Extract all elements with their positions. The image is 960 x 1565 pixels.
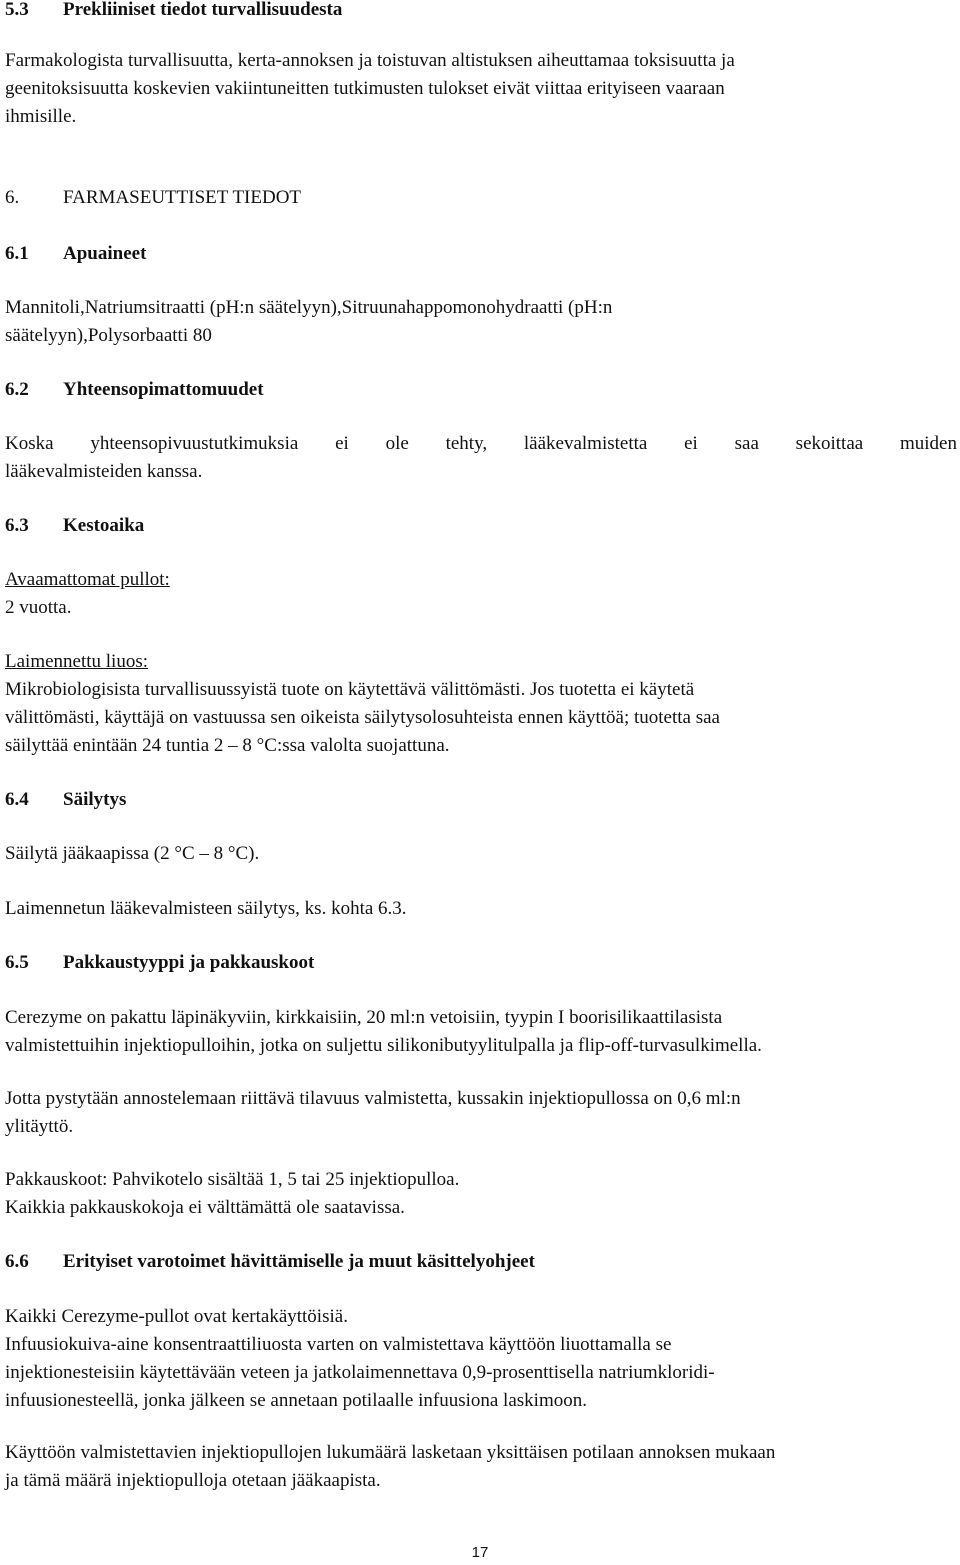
text-line: Kaikki Cerezyme-pullot ovat kertakäyttöisiä. [5, 1306, 348, 1327]
text-line: Jotta pystytään annostelemaan riittävä tilavuus valmistetta, kussakin injektiopullossa on 0,6 ml:n [5, 1088, 741, 1109]
text-line: Farmakologista turvallisuutta, kerta-annoksen ja toistuvan altistuksen aiheuttamaa toksisuutta ja [5, 50, 735, 71]
text-line: Pakkauskoot: Pahvikotelo sisältää 1, 5 tai 25 injektiopulloa. [5, 1169, 460, 1190]
section-title: Yhteensopimattomuudet [63, 379, 264, 400]
section-title: Apuaineet [63, 243, 147, 264]
section-6-6-paragraph-1 [5, 1303, 957, 1415]
text-line: Cerezyme on pakattu läpinäkyviin, kirkkaisiin, 20 ml:n vetoisiin, tyypin I boorisilikaattilasista [5, 1007, 723, 1028]
text-line: Koska yhteensopivuustutkimuksia ei ole tehty, lääkevalmistetta ei saa sekoittaa muiden [5, 433, 957, 454]
diluted-storage-reference: Laimennetun lääkevalmisteen säilytys, ks. kohta 6.3. [5, 898, 407, 919]
section-6-6-heading [5, 1248, 957, 1276]
section-6-5-paragraph-3 [5, 1166, 957, 1222]
section-6-3-unopened [5, 566, 957, 622]
text-line: säilyttää enintään 24 tuntia 2 – 8 °C:ssa valolta suojattuna. [5, 735, 450, 756]
section-title: Pakkaustyyppi ja pakkauskoot [63, 952, 315, 973]
section-number: 6.3 [5, 515, 29, 536]
unopened-label: Avaamattomat pullot: [5, 569, 170, 590]
section-6-5-paragraph-1 [5, 1004, 957, 1060]
section-6-heading [5, 184, 957, 212]
section-6-5-paragraph-2 [5, 1085, 957, 1141]
section-6-2-heading [5, 376, 957, 404]
section-6-3-heading [5, 512, 957, 540]
diluted-label: Laimennettu liuos: [5, 651, 149, 672]
section-5-3-heading [5, 0, 957, 24]
section-6-1-body [5, 294, 957, 350]
section-6-2-body [5, 430, 957, 486]
text-line: Infuusiokuiva-aine konsentraattiliuosta varten on valmistettava käyttöön liuottamalla se [5, 1334, 672, 1355]
page-number: 17 [471, 1544, 489, 1561]
section-title: Kestoaika [63, 515, 145, 536]
text-line: geenitoksisuutta koskevien vakiintuneitten tutkimusten tulokset eivät viittaa erityiseen vaaraan [5, 78, 725, 99]
section-6-3-diluted [5, 648, 957, 760]
text-line: Kaikkia pakkauskokoja ei välttämättä ole saatavissa. [5, 1197, 405, 1218]
text-line: infuusionesteellä, jonka jälkeen se annetaan potilaalle infuusiona laskimoon. [5, 1390, 587, 1411]
text-line: säätelyyn),Polysorbaatti 80 [5, 325, 212, 346]
section-title: Säilytys [63, 789, 127, 810]
text-line: Mannitoli,Natriumsitraatti (pH:n säätelyyn),Sitruunahappomonohydraatti (pH:n [5, 297, 613, 318]
storage-instruction: Säilytä jääkaapissa (2 °C – 8 °C). [5, 843, 260, 864]
section-title: Erityiset varotoimet hävittämiselle ja muut käsittelyohjeet [63, 1251, 535, 1272]
text-line: lääkevalmisteiden kanssa. [5, 461, 203, 482]
section-number: 5.3 [5, 0, 29, 20]
section-6-6-paragraph-2 [5, 1439, 957, 1495]
text-line: ylitäyttö. [5, 1116, 74, 1137]
text-line: välittömästi, käyttäjä on vastuussa sen oikeista säilytysolosuhteista ennen käyttöä; tuotetta saa [5, 707, 720, 728]
section-number: 6.5 [5, 952, 29, 973]
section-number: 6.1 [5, 243, 29, 264]
unopened-value: 2 vuotta. [5, 597, 72, 618]
text-line: Mikrobiologisista turvallisuussyistä tuote on käytettävä välittömästi. Jos tuotetta ei käytetä [5, 679, 695, 700]
section-title: FARMASEUTTISET TIEDOT [63, 187, 302, 208]
section-title: Prekliiniset tiedot turvallisuudesta [63, 0, 343, 20]
text-line: ja tämä määrä injektiopulloja otetaan jääkaapista. [5, 1470, 381, 1491]
text-line: ihmisille. [5, 106, 77, 127]
text-line: injektionesteisiin käytettävään veteen ja jatkolaimennettava 0,9-prosenttisella natriumkloridi- [5, 1362, 715, 1383]
section-number: 6.2 [5, 379, 29, 400]
section-5-3-body [5, 47, 957, 131]
section-6-4-heading [5, 786, 957, 814]
section-number: 6.4 [5, 789, 29, 810]
section-number: 6.6 [5, 1251, 29, 1272]
section-6-5-heading [5, 949, 957, 977]
text-line: valmistettuihin injektiopulloihin, jotka on suljettu silikonibutyylitulpalla ja flip-off-turvasulkimella. [5, 1035, 762, 1056]
section-number: 6. [5, 187, 20, 208]
text-line: Käyttöön valmistettavien injektiopullojen lukumäärä lasketaan yksittäisen potilaan annoksen mukaan [5, 1442, 776, 1463]
section-6-1-heading [5, 240, 957, 268]
